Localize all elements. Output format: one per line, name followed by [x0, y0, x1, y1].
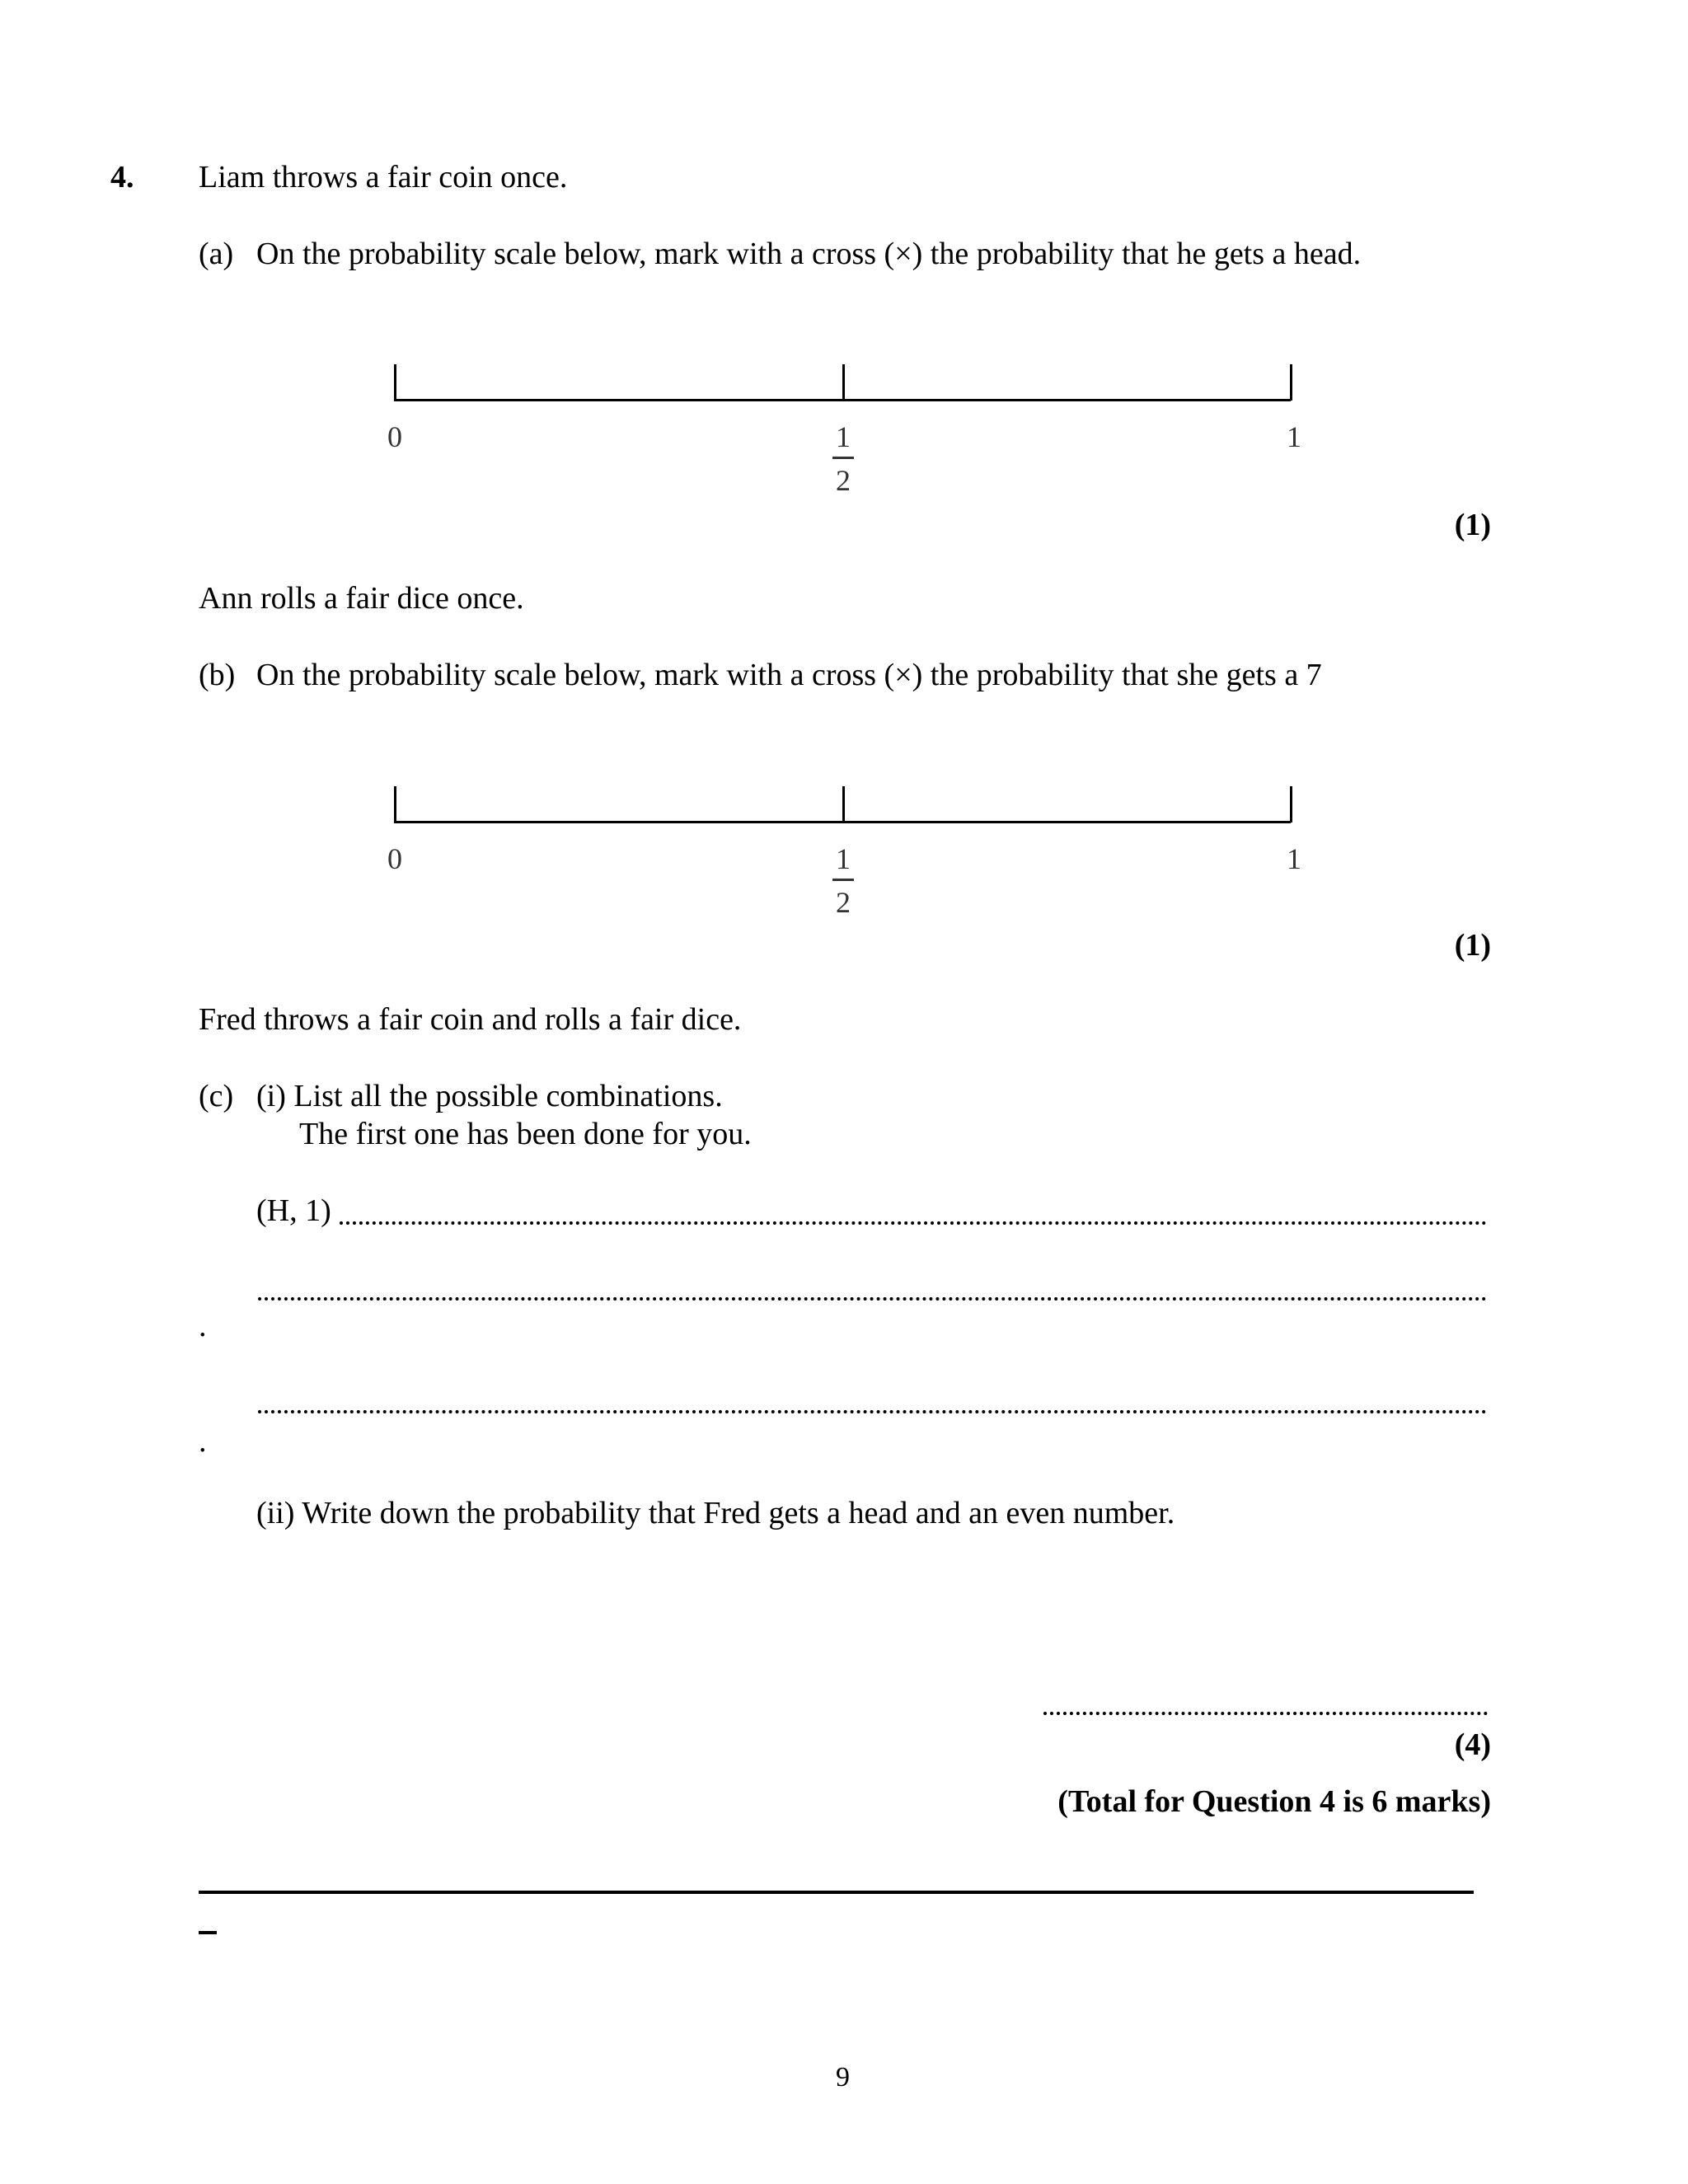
ann-intro: Ann rolls a fair dice once.	[199, 581, 524, 616]
probability-scale-b[interactable]	[387, 786, 1307, 943]
question-number: 4.	[110, 160, 134, 194]
scale-label-one: 1	[1287, 420, 1301, 453]
part-c-ii-text: (ii) Write down the probability that Fred gets a head and an even number.	[256, 1496, 1175, 1530]
part-c-i-subtext: The first one has been done for you.	[299, 1117, 752, 1151]
part-a-label: (a)	[199, 237, 234, 271]
answer-line-1[interactable]	[340, 1213, 1487, 1225]
scale-tick-one	[1290, 786, 1292, 823]
fraction-denominator: 2	[836, 464, 851, 497]
scale-label-zero: 0	[387, 420, 402, 453]
scale-tick-one	[1290, 364, 1292, 401]
scale-label-half	[832, 422, 854, 495]
scale-tick-half	[842, 364, 845, 401]
answer-line-2[interactable]	[258, 1289, 1487, 1301]
question-intro: Liam throws a fair coin once.	[199, 160, 568, 194]
fraction-bar	[832, 457, 854, 459]
page-number: 9	[836, 2062, 850, 2093]
answer-line-3[interactable]	[258, 1402, 1487, 1413]
fraction-bar	[832, 879, 854, 881]
question-total: (Total for Question 4 is 6 marks)	[1057, 1784, 1491, 1819]
scale-label-half	[832, 844, 854, 917]
part-a-marks: (1)	[1454, 508, 1491, 542]
dash-mark	[199, 1931, 217, 1934]
probability-scale-a[interactable]	[387, 364, 1307, 521]
scale-tick-zero	[394, 786, 396, 823]
fraction-numerator: 1	[836, 420, 851, 453]
fraction-numerator: 1	[836, 842, 851, 875]
scale-tick-half	[842, 786, 845, 823]
fraction-denominator: 2	[836, 886, 851, 919]
stray-dot: .	[199, 1424, 207, 1459]
scale-label-one: 1	[1287, 842, 1301, 875]
part-a-text: On the probability scale below, mark with a cross (×) the probability that he gets a head.	[256, 237, 1362, 271]
section-divider	[199, 1891, 1474, 1894]
scale-label-zero: 0	[387, 842, 402, 875]
part-c-marks: (4)	[1454, 1727, 1491, 1762]
first-combination: (H, 1)	[256, 1193, 331, 1228]
fred-intro: Fred throws a fair coin and rolls a fair dice.	[199, 1002, 742, 1037]
part-b-marks: (1)	[1454, 928, 1491, 963]
scale-tick-zero	[394, 364, 396, 401]
part-c-i-text: (i) List all the possible combinations.	[256, 1079, 723, 1113]
stray-dot: .	[199, 1309, 207, 1343]
part-b-label: (b)	[199, 658, 236, 692]
part-c-label: (c)	[199, 1079, 234, 1113]
answer-line-probability[interactable]	[1043, 1704, 1488, 1715]
part-b-text: On the probability scale below, mark with a cross (×) the probability that she gets a 7	[256, 658, 1322, 692]
